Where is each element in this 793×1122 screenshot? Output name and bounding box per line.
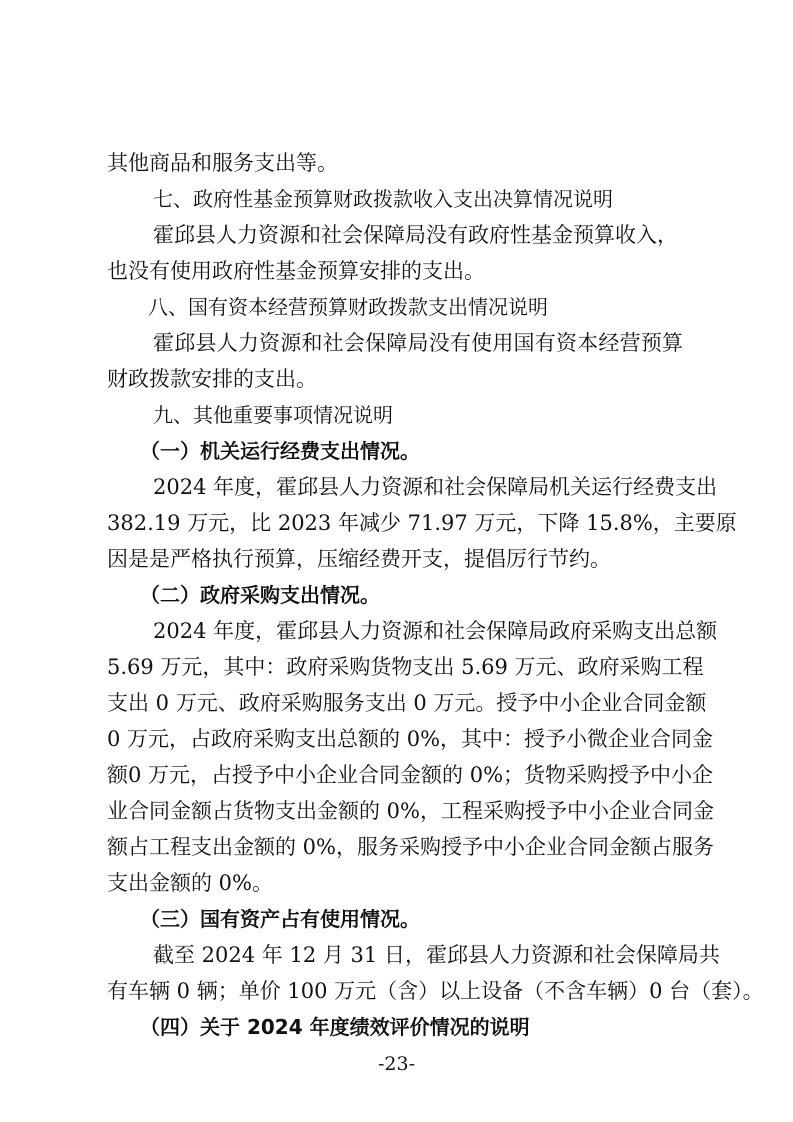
text-line: 截至 2024 年 12 月 31 日，霍邱县人力资源和社会保障局共: [153, 943, 720, 967]
subsection-heading-2: （二）政府采购支出情况。: [140, 583, 380, 607]
text-line: 有车辆 0 辆；单价 100 万元（含）以上设备（不含车辆）0 台（套）。: [107, 979, 764, 1003]
text-line: 财政拨款安排的支出。: [107, 367, 317, 391]
subsection-heading-4: （四）关于 2024 年度绩效评价情况的说明: [140, 1015, 530, 1039]
text-line: 霍邱县人力资源和社会保障局没有政府性基金预算收入，: [153, 223, 678, 247]
text-line: 0 万元，占政府采购支出总额的 0%，其中：授予小微企业合同金: [107, 727, 714, 751]
text-line: 因是是严格执行预算，压缩经费开支，提倡厉行节约。: [107, 547, 611, 571]
text-line: 5.69 万元，其中：政府采购货物支出 5.69 万元、政府采购工程: [107, 655, 704, 679]
section-heading-7: 七、政府性基金预算财政拨款收入支出决算情况说明: [153, 187, 613, 211]
text-line: 额占工程支出金额的 0%，服务采购授予中小企业合同金额占服务: [107, 835, 714, 859]
text-line: 业合同金额占货物支出金额的 0%，工程采购授予中小企业合同金: [107, 799, 714, 823]
subsection-heading-3: （三）国有资产占有使用情况。: [140, 907, 420, 931]
text-line: 2024 年度，霍邱县人力资源和社会保障局机关运行经费支出: [153, 475, 718, 499]
text-line: 额0 万元，占授予中小企业合同金额的 0%；货物采购授予中小企: [107, 763, 714, 787]
subsection-heading-1: （一）机关运行经费支出情况。: [140, 439, 420, 463]
section-heading-8: 八、国有资本经营预算财政拨款支出情况说明: [148, 295, 548, 319]
text-line: 也没有使用政府性基金预算安排的支出。: [107, 259, 485, 283]
text-line: 支出 0 万元、政府采购服务支出 0 万元。授予中小企业合同金额: [107, 691, 707, 715]
text-line: 支出金额的 0%。: [107, 871, 273, 895]
text-line: 2024 年度，霍邱县人力资源和社会保障局政府采购支出总额: [153, 619, 718, 643]
text-line: 382.19 万元，比 2023 年减少 71.97 万元，下降 15.8%，主要原: [107, 511, 737, 535]
page-number: -23-: [377, 1053, 416, 1075]
section-heading-9: 九、其他重要事项情况说明: [153, 403, 393, 427]
text-line: 霍邱县人力资源和社会保障局没有使用国有资本经营预算: [153, 331, 683, 355]
text-line: 其他商品和服务支出等。: [107, 151, 338, 175]
